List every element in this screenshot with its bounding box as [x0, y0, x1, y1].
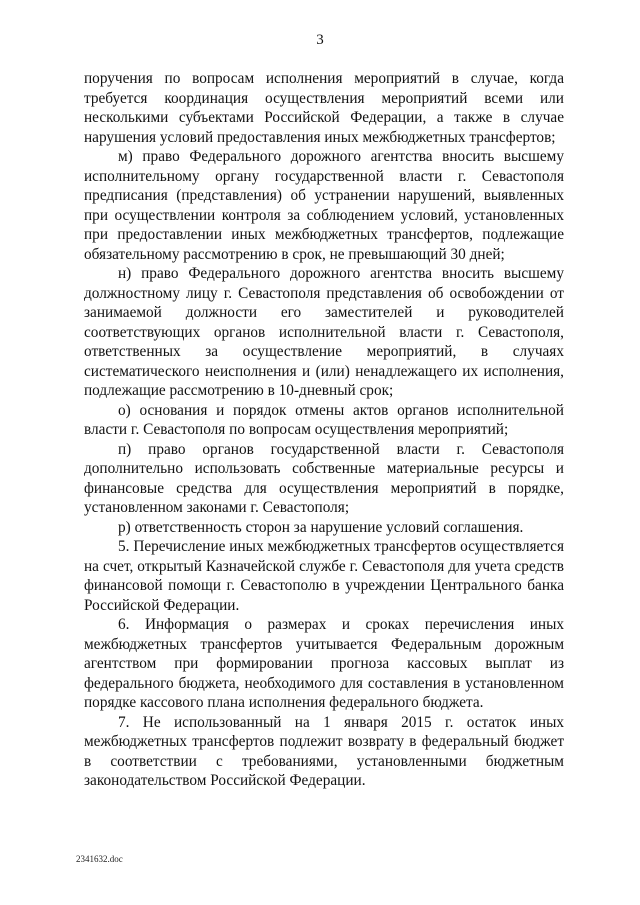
page-number: 3: [316, 32, 324, 48]
paragraph-n: н) право Федерального дорожного агентства вносить высшему должностному лицу г. Севастополя представления об освобождении от занимаемой должности его заместителей и руководителей соответствующих органов исполнительной власти г. Севастополя, ответственных за осуществление мероприятий, в случаях систематического неисполнения и (или) ненадлежащего их исполнения, подлежащие рассмотрению в 10-дневный срок;: [84, 265, 564, 399]
footer-filename: 2341632.doc: [76, 854, 123, 864]
document-body: [84, 69, 564, 791]
paragraph-7: 7. Не использованный на 1 января 2015 г. остаток иных межбюджетных трансфертов подлежит возврату в федеральный бюджет в соответствии с требованиями, установленными бюджетным законодательством Российской Федерации.: [84, 713, 564, 789]
paragraph-p: п) право органов государственной власти г. Севастополя дополнительно использовать собственные материальные ресурсы и финансовые средства для осуществления мероприятий в порядке, установленном законами г. Севастополя;: [84, 440, 564, 516]
paragraph-m: м) право Федерального дорожного агентства вносить высшему исполнительному органу государственной власти г. Севастополя предписания (представления) об устранении нарушений, выявленных при осуществлении контроля за соблюдением условий, установленных при предоставлении иных межбюджетных трансфертов, подлежащие обязательному рассмотрению в срок, не превышающий 30 дней;: [84, 148, 564, 263]
paragraph-5: 5. Перечисление иных межбюджетных трансфертов осуществляется на счет, открытый Казначейской службе г. Севастополя для учета средств финансовой помощи г. Севастополю в учреждении Центрального банка Российской Федерации.: [84, 538, 564, 614]
paragraph-o: о) основания и порядок отмены актов органов исполнительной власти г. Севастополя по вопросам осуществления мероприятий;: [84, 401, 564, 438]
paragraph-r: р) ответственность сторон за нарушение условий соглашения.: [118, 518, 524, 536]
paragraph-6: 6. Информация о размерах и сроках перечисления иных межбюджетных трансфертов учитывается Федеральным дорожным агентством при формировании прогноза кассовых выплат из федерального бюджета, необходимого для составления в установленном порядке кассового плана исполнения федерального бюджета.: [84, 616, 564, 711]
paragraph-continuation: поручения по вопросам исполнения мероприятий в случае, когда требуется координация осуществления мероприятий всеми или несколькими субъектами Российской Федерации, а также в случае нарушения условий предоставления иных межбюджетных трансфертов;: [84, 70, 564, 146]
